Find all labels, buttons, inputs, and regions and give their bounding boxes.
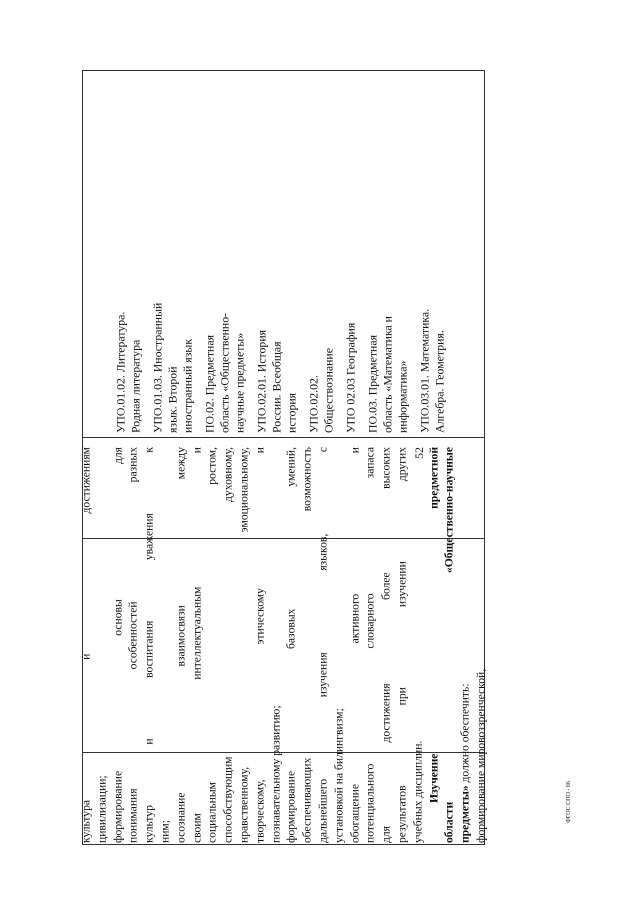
text-line: нравственному, эмоциональному, [237,447,251,843]
text-line: осознание взаимосвязи между [173,447,187,843]
text-line: познавательному развитию; [268,705,282,843]
study-heading: области «Общественно-научные [442,447,456,843]
text-line: формирование мировоззренческой, [474,668,488,843]
subject-line: УПО.01.03. Иностранный [150,302,164,433]
page-number: 52 [412,447,426,459]
text-line: результатов при изучении других [395,447,409,843]
text-line: формирование основы для [110,447,124,843]
subject-entry [306,75,336,433]
study-heading [457,447,473,843]
subject-entry [113,75,143,433]
text-line: обеспечивающих возможность [300,447,314,843]
text-line: формирование базовых умений, [284,447,298,843]
subject-line: УПО.01.02. Литература. [113,311,127,433]
text-line: установкой на билингвизм; [331,708,345,843]
text-line: способствующим духовному, [221,447,235,843]
text-line: дальнейшего изучения языков, с [316,447,330,843]
subject-line: информатика» [395,360,409,433]
subject-line: область «Общественно- [217,312,231,433]
row-divider [83,437,484,438]
subject-entry [202,75,247,433]
subject-line: ПО.03. Предметная [365,334,379,433]
subjects-list [113,75,454,433]
subject-line: иностранный язык [180,338,194,433]
text-line: социальным ростом, [205,447,219,843]
competencies-text [78,447,489,843]
subject-line: Обществознание [321,348,335,433]
text-line: ним; [158,820,172,843]
subject-line: история [284,392,298,433]
subject-line: УПО.03.01. Математика. [417,308,431,433]
subject-line: России. Всеобщая [269,341,283,433]
text-line: потенциального словарного запаса [363,447,377,843]
subject-entry [417,75,447,433]
study-heading: Изучение предметной [426,447,440,803]
text-line: цивилизации; [94,775,108,843]
subject-line: УПО.02.01. История [254,329,268,433]
subject-line: УПО.02.02. [306,375,320,433]
subject-line: научные предметы» [232,332,246,433]
subject-line: Алгебра. Геометрия. [432,330,446,433]
text-line: своим интеллектуальным и [189,447,203,843]
text-line: учебных дисциплин. [410,740,424,843]
subject-entry [343,75,358,433]
study-heading-rest: должно обеспечить: [458,683,472,786]
text-line: творческому, этическому и [252,447,266,843]
text-line: культура и достижениям [79,447,93,843]
footer-code: ФГОС СПО - 06 [566,781,572,823]
text-line: понимания особенностей разных [126,447,140,843]
subject-entry [254,75,299,433]
subject-line: язык. Второй [165,366,179,433]
subjects-cell [83,71,484,437]
subject-entry [365,75,410,433]
text-line: культур и воспитания уважения к [142,447,156,843]
subject-entry [150,75,195,433]
study-heading-bold: предметы» [458,785,472,843]
subject-line: УПО 02.03 География [343,322,357,433]
subject-line: область «Математика и [380,316,394,433]
text-line: для достижения более высоких [379,447,393,843]
subject-line: Родная литература [128,339,142,433]
subject-line: ПО.02. Предметная [202,334,216,433]
text-line: обогащение активного и [347,447,361,843]
curriculum-table [79,70,488,845]
